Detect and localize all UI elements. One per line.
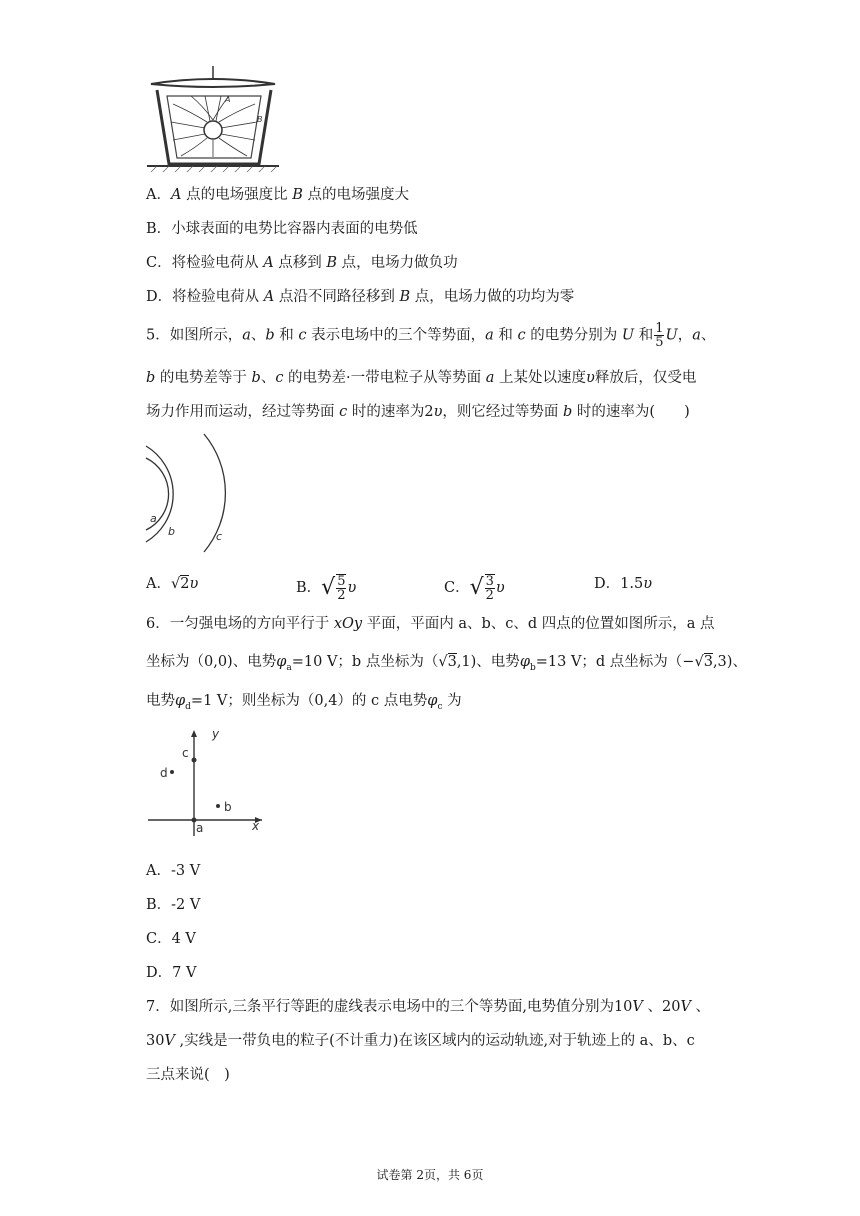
text: 时的速率为2: [347, 404, 434, 420]
var-phi: φ: [276, 654, 287, 670]
option-tag: D．: [594, 576, 621, 592]
text: 的电势差·一带电粒子从等势面: [283, 370, 486, 386]
text: 为: [442, 693, 462, 709]
question-number: 6．: [146, 616, 170, 632]
subscript: a: [286, 662, 292, 673]
text: ,实线是一带负电的粒子(不计重力)在该区域内的运动轨迹,对于轨迹上的 a、b、c: [174, 1033, 695, 1049]
q4-option-b: [146, 219, 418, 239]
fig4-label-a: A: [225, 95, 231, 104]
q6-option-b: B．-2 V: [146, 897, 201, 913]
value: 10: [613, 999, 633, 1015]
var-phi: φ: [175, 693, 186, 709]
q4-option-a: [146, 185, 409, 205]
q5-option-b: [296, 574, 356, 602]
q6-coordinate-diagram: [140, 726, 270, 838]
fraction-denominator: 5: [655, 335, 664, 350]
var-phi: φ: [427, 693, 438, 709]
text: 场力作用而运动，经过等势面: [146, 404, 340, 420]
option-tag: C．: [146, 255, 172, 271]
var-v: υ: [643, 576, 653, 592]
subscript: d: [185, 701, 191, 712]
q6-option-a: A．-3 V: [146, 863, 201, 879]
value: 20: [662, 999, 681, 1015]
fraction-denominator: 2: [337, 588, 346, 603]
sqrt-sign: √: [438, 654, 448, 670]
q6-option-c: C．4 V: [146, 931, 196, 947]
text: =1 V；则坐标为（0,4）的 c 点电势: [190, 693, 428, 709]
q6-line-3: [146, 691, 462, 717]
point-a: A: [170, 187, 182, 203]
q4-option-d: [146, 287, 574, 307]
var-c: c: [517, 327, 526, 344]
point-a: A: [263, 255, 274, 271]
q4-option-c: [146, 253, 458, 273]
value: 30: [146, 1033, 165, 1049]
point-b: B: [399, 289, 411, 305]
q7-line-3: 三点来说( ): [146, 1067, 230, 1083]
option-text: 点的电场强度比: [181, 187, 293, 203]
var-b: b: [146, 370, 156, 386]
text: 、: [700, 327, 716, 344]
q5-equipotential-diagram: [140, 432, 240, 556]
text: 如图所示，: [169, 327, 243, 344]
subscript: b: [529, 662, 536, 673]
text: =13 V；d 点坐标为（−: [535, 654, 695, 670]
var-a: a: [692, 327, 701, 344]
point-label-b: b: [224, 800, 232, 814]
text: 和: [274, 327, 299, 344]
axis-label-y: y: [212, 727, 220, 741]
text: ,3)、: [712, 654, 747, 670]
text: 如图所示,三条平行等距的虚线表示电场中的三个等势面,电势值分别为: [169, 999, 614, 1015]
text: 、: [690, 999, 711, 1015]
text: 、: [250, 327, 266, 344]
radicand: 2: [180, 576, 190, 592]
text: 坐标为（0,0)、电势: [146, 654, 277, 670]
q6-line-1: [146, 614, 715, 634]
unit-v: V: [632, 999, 643, 1015]
text: 释放后，仅受电: [594, 370, 697, 386]
point-b: B: [326, 255, 338, 271]
option-text: 点的电场强度大: [302, 187, 409, 203]
sqrt-sign: √: [321, 575, 336, 600]
option-tag: C．: [444, 580, 470, 596]
var-c: c: [339, 404, 348, 420]
label-c: c: [216, 530, 223, 543]
fraction-one-fifth: [654, 322, 664, 349]
text: 表示电场中的三个等势面，: [306, 327, 486, 344]
unit-v: V: [680, 999, 691, 1015]
var-c: c: [298, 327, 307, 344]
var-v: υ: [433, 404, 443, 420]
point-b: B: [292, 187, 303, 203]
var-a: a: [485, 327, 494, 344]
var-b: b: [563, 404, 573, 420]
var-c: c: [275, 370, 284, 386]
option-text: 点，电场力做负功: [337, 255, 458, 271]
option-text: 小球表面的电势比容器内表面的电势低: [171, 221, 418, 237]
var-b: b: [265, 327, 275, 344]
point-a: A: [263, 289, 275, 305]
text: ，则它经过等势面: [442, 404, 564, 420]
q6-option-d: D．7 V: [146, 965, 197, 981]
point-label-c: c: [182, 746, 189, 760]
q6-line-2: [146, 652, 747, 678]
q5-option-a: [146, 574, 198, 594]
text: 、: [642, 999, 662, 1015]
radicand: 3: [703, 654, 713, 670]
fraction-numerator: 1: [655, 321, 664, 336]
fraction-denominator: 2: [485, 588, 494, 603]
text: 和: [634, 327, 654, 344]
label-a: a: [150, 512, 157, 525]
point-label-d: d: [160, 766, 168, 780]
q5-option-d: [594, 574, 652, 594]
fraction-numerator: 5: [337, 574, 346, 589]
var-u: U: [665, 327, 678, 344]
fig4-container-diagram: [143, 66, 283, 174]
option-text: 将检验电荷从: [171, 255, 264, 271]
option-tag: A．: [146, 187, 171, 203]
text: 和: [493, 327, 518, 344]
fraction: [485, 574, 495, 602]
var-v: υ: [347, 580, 357, 596]
sqrt-sign: √: [694, 654, 704, 670]
q5-line-3: [146, 402, 690, 422]
fig4-label-b: B: [257, 115, 263, 124]
text: 时的速率为( ): [572, 404, 690, 420]
text: 的电势分别为: [525, 327, 622, 344]
q5-line-2: [146, 368, 696, 388]
q5-option-c: [444, 574, 505, 602]
page-footer: 试卷第 2页，共 6页: [376, 1168, 484, 1182]
option-tag: B．: [296, 580, 322, 596]
text: 电势: [146, 693, 175, 709]
point-label-a: a: [196, 821, 204, 835]
option-text: 点移到: [273, 255, 327, 271]
question-number: 5．: [146, 327, 170, 344]
sqrt-sign: √: [170, 576, 181, 592]
option-tag: B．: [146, 221, 172, 237]
text: 的电势差等于: [155, 370, 252, 386]
var-v: υ: [586, 370, 595, 386]
var-a: a: [485, 370, 495, 386]
fraction: [336, 574, 346, 602]
var-a: a: [242, 327, 251, 344]
q7-line-1: [146, 997, 710, 1017]
text: 上某处以速度: [494, 370, 587, 386]
sqrt-sign: √: [469, 575, 484, 600]
var-phi: φ: [519, 654, 530, 670]
q7-line-2: [146, 1031, 695, 1051]
text: ,1)、电势: [456, 654, 520, 670]
option-text: 点，电场力做的功均为零: [410, 289, 575, 305]
option-text: 点沿不同路径移到: [274, 289, 400, 305]
unit-v: V: [164, 1033, 175, 1049]
text: =10 V；b 点坐标为（: [291, 654, 439, 670]
text: 一匀强电场的方向平行于: [169, 616, 334, 632]
text: ，: [677, 327, 693, 344]
question-number: 7．: [146, 999, 170, 1015]
var-v: υ: [495, 580, 505, 596]
var-b: b: [251, 370, 261, 386]
option-value: 1.5: [620, 576, 644, 592]
option-tag: D．: [146, 289, 173, 305]
text: 平面，平面内 a、b、c、d 四点的位置如图所示，a 点: [362, 616, 715, 632]
radicand: 3: [447, 654, 457, 670]
subscript: c: [437, 701, 443, 712]
text: 、: [260, 370, 276, 386]
fraction-numerator: 3: [485, 574, 494, 589]
var-xoy: xOy: [333, 616, 363, 632]
axis-label-x: x: [252, 819, 260, 833]
q5-line-1: [146, 322, 715, 349]
var-u: U: [621, 327, 635, 344]
option-text: 将检验电荷从: [172, 289, 264, 305]
option-tag: A．: [146, 576, 171, 592]
var-v: υ: [189, 576, 199, 592]
label-b: b: [168, 525, 175, 538]
